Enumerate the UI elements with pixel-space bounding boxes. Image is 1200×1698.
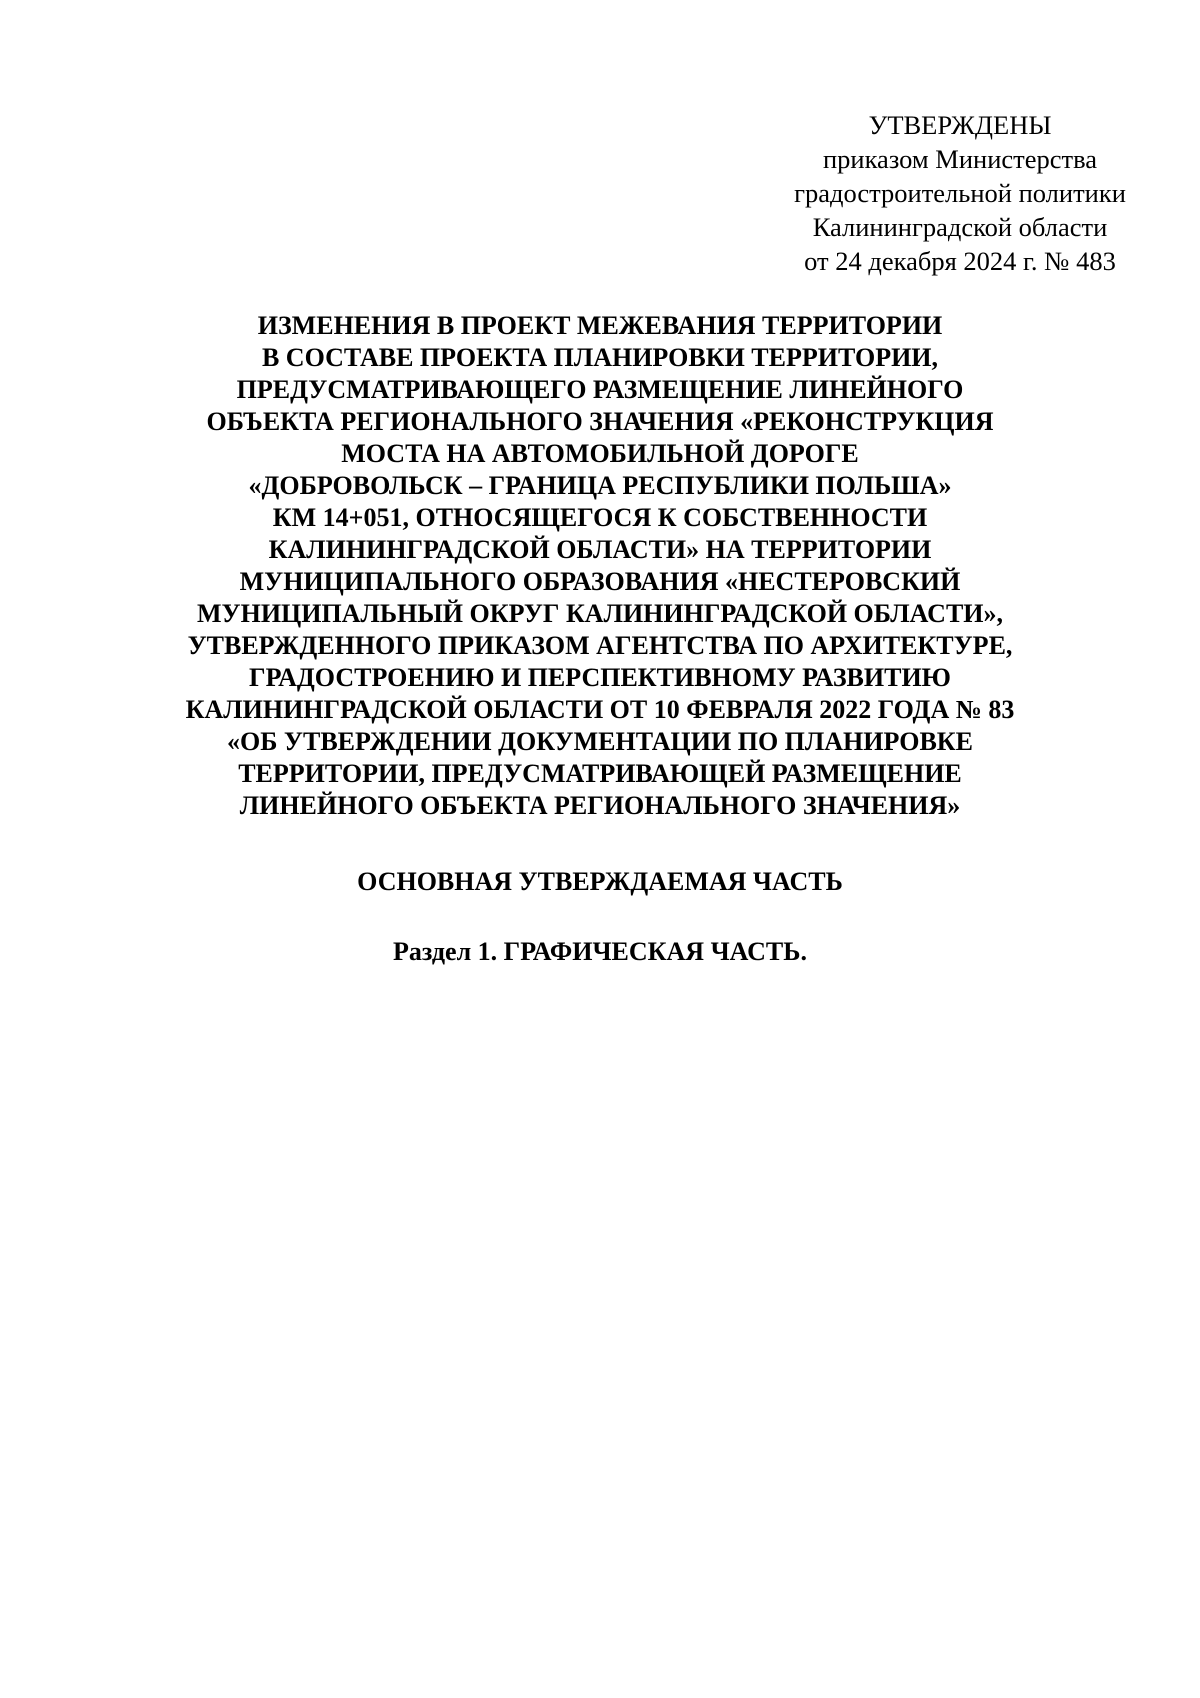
document-subtitle: ОСНОВНАЯ УТВЕРЖДАЕМАЯ ЧАСТЬ	[357, 867, 843, 896]
title-line: ГРАДОСТРОЕНИЮ И ПЕРСПЕКТИВНОМУ РАЗВИТИЮ	[249, 663, 951, 692]
title-line: В СОСТАВЕ ПРОЕКТА ПЛАНИРОВКИ ТЕРРИТОРИИ,	[261, 343, 939, 372]
document-title	[100, 310, 1100, 822]
title-line: КАЛИНИНГРАДСКОЙ ОБЛАСТИ ОТ 10 ФЕВРАЛЯ 2022 ГОДА № 83	[185, 695, 1015, 724]
title-line: ЛИНЕЙНОГО ОБЪЕКТА РЕГИОНАЛЬНОГО ЗНАЧЕНИЯ»	[239, 791, 961, 820]
title-line: МОСТА НА АВТОМОБИЛЬНОЙ ДОРОГЕ	[341, 439, 859, 468]
title-line: ОБЪЕКТА РЕГИОНАЛЬНОГО ЗНАЧЕНИЯ «РЕКОНСТРУКЦИЯ	[206, 407, 994, 436]
approval-stamp-block	[745, 108, 1175, 278]
title-line: МУНИЦИПАЛЬНОГО ОБРАЗОВАНИЯ «НЕСТЕРОВСКИЙ	[239, 567, 961, 596]
approval-date-number: от 24 декабря 2024 г. № 483	[804, 246, 1116, 276]
title-line: ТЕРРИТОРИИ, ПРЕДУСМАТРИВАЮЩЕЙ РАЗМЕЩЕНИЕ	[238, 759, 962, 788]
approval-heading: УТВЕРЖДЕНЫ	[868, 110, 1052, 140]
section-heading: Раздел 1. ГРАФИЧЕСКАЯ ЧАСТЬ.	[393, 937, 807, 966]
title-line: УТВЕРЖДЕННОГО ПРИКАЗОМ АГЕНТСТВА ПО АРХИТЕКТУРЕ,	[187, 631, 1013, 660]
title-line: МУНИЦИПАЛЬНЫЙ ОКРУГ КАЛИНИНГРАДСКОЙ ОБЛАСТИ»,	[196, 599, 1004, 628]
title-line: КАЛИНИНГРАДСКОЙ ОБЛАСТИ» НА ТЕРРИТОРИИ	[268, 535, 932, 564]
title-line: ИЗМЕНЕНИЯ В ПРОЕКТ МЕЖЕВАНИЯ ТЕРРИТОРИИ	[257, 311, 943, 340]
approval-line: градостроительной политики	[794, 178, 1126, 208]
title-line: «ОБ УТВЕРЖДЕНИИ ДОКУМЕНТАЦИИ ПО ПЛАНИРОВКЕ	[227, 727, 973, 756]
approval-line: приказом Министерства	[822, 144, 1098, 174]
title-line: «ДОБРОВОЛЬСК – ГРАНИЦА РЕСПУБЛИКИ ПОЛЬША»	[248, 471, 952, 500]
approval-line: Калининградской области	[812, 212, 1108, 242]
title-line: КМ 14+051, ОТНОСЯЩЕГОСЯ К СОБСТВЕННОСТИ	[272, 503, 928, 532]
title-line: ПРЕДУСМАТРИВАЮЩЕГО РАЗМЕЩЕНИЕ ЛИНЕЙНОГО	[236, 375, 964, 404]
